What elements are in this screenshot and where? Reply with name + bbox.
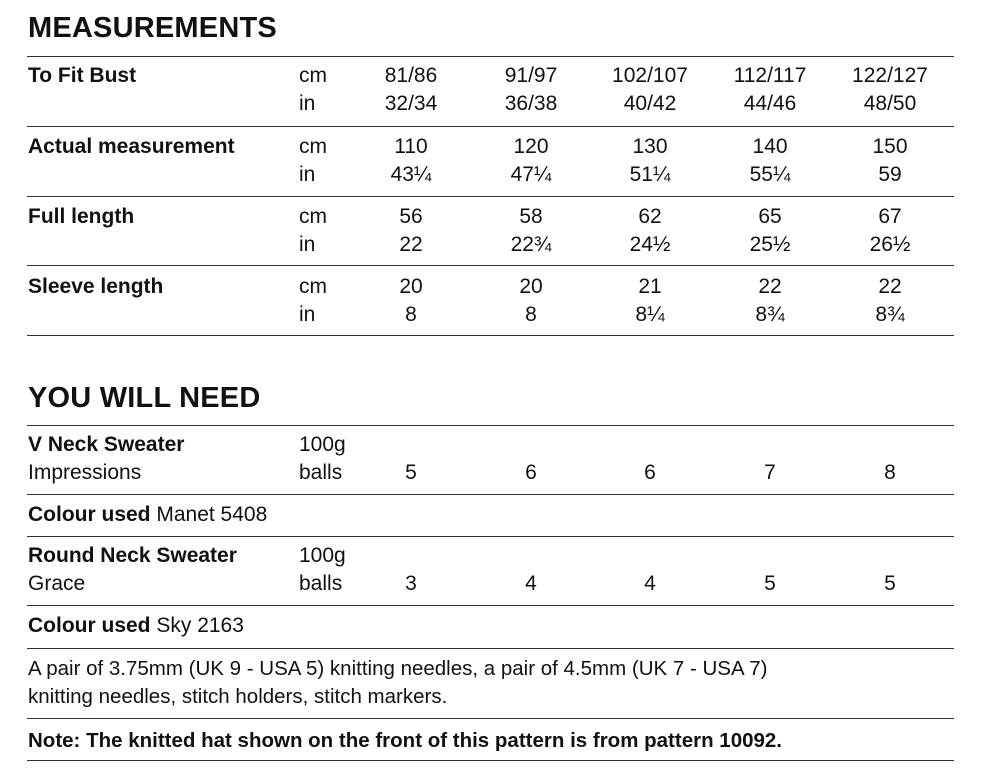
value-cell: 8 [405,303,417,326]
value-cell: 43¼ [390,163,432,186]
value-cell: 91/97 [504,64,558,87]
value-cell: 24½ [629,233,671,256]
divider [27,265,954,266]
divider [27,648,954,649]
divider [27,494,954,495]
you-will-need-title: YOU WILL NEED [28,382,261,414]
value-cell: 32/34 [384,92,438,115]
needles-line-1: A pair of 3.75mm (UK 9 - USA 5) knitting needles, a pair of 4.5mm (UK 7 - USA 7) [28,657,768,680]
value-cell: 65 [758,205,782,228]
value-cell: 110 [394,135,428,158]
divider [27,425,954,426]
balls-count: 5 [764,572,776,595]
divider [27,56,954,57]
divider [27,605,954,606]
value-cell: 21 [638,275,662,298]
unit-in: in [299,163,316,186]
value-cell: 22¾ [510,233,552,256]
value-cell: 47¼ [510,163,552,186]
balls-count: 7 [764,461,776,484]
needles-line-2: knitting needles, stitch holders, stitch markers. [28,685,448,708]
balls-count: 4 [525,572,537,595]
value-cell: 112/117 [733,64,807,87]
colour-used-line [28,612,244,640]
item-weight: 100g [299,544,346,567]
colour-used-line [28,501,267,529]
item-unit: balls [299,572,343,595]
divider [27,760,954,761]
value-cell: 20 [399,275,423,298]
row-label-to-fit-bust: To Fit Bust [28,64,137,87]
value-cell: 130 [632,135,668,158]
value-cell: 120 [513,135,549,158]
colour-used-label: Colour used [28,503,151,526]
value-cell: 150 [872,135,908,158]
divider [27,718,954,719]
balls-count: 5 [884,572,896,595]
value-cell: 102/107 [612,64,688,87]
item-weight: 100g [299,433,346,456]
value-cell: 8 [525,303,537,326]
balls-count: 3 [405,572,417,595]
value-cell: 8¾ [755,303,785,326]
value-cell: 58 [519,205,543,228]
value-cell: 22 [878,275,902,298]
value-cell: 140 [752,135,788,158]
divider [27,536,954,537]
item-yarn: Grace [28,572,86,595]
value-cell: 81/86 [384,64,438,87]
balls-count: 6 [525,461,537,484]
unit-cm: cm [299,135,327,158]
value-cell: 56 [399,205,423,228]
value-cell: 25½ [749,233,791,256]
value-cell: 51¼ [629,163,671,186]
value-cell: 8¾ [875,303,905,326]
balls-count: 6 [644,461,656,484]
value-cell: 55¼ [749,163,791,186]
divider [27,126,954,127]
colour-used-label: Colour used [28,614,151,637]
divider [27,335,954,336]
value-cell: 44/46 [743,92,797,115]
value-cell: 20 [519,275,543,298]
colour-used-value: Manet 5408 [150,503,268,526]
pattern-note: Note: The knitted hat shown on the front of this pattern is from pattern 10092. [28,729,782,752]
value-cell: 22 [399,233,423,256]
value-cell: 8¼ [635,303,665,326]
balls-count: 8 [884,461,896,484]
unit-cm: cm [299,64,327,87]
colour-used-value: Sky 2163 [150,614,244,637]
value-cell: 22 [758,275,782,298]
item-name: V Neck Sweater [28,433,185,456]
item-name: Round Neck Sweater [28,544,237,567]
divider [27,196,954,197]
item-unit: balls [299,461,343,484]
balls-count: 5 [405,461,417,484]
unit-cm: cm [299,205,327,228]
value-cell: 59 [878,163,902,186]
unit-in: in [299,303,316,326]
value-cell: 62 [638,205,662,228]
value-cell: 36/38 [504,92,558,115]
balls-count: 4 [644,572,656,595]
unit-cm: cm [299,275,327,298]
value-cell: 67 [878,205,902,228]
measurements-title: MEASUREMENTS [28,12,277,44]
unit-in: in [299,92,316,115]
item-yarn: Impressions [28,461,142,484]
value-cell: 48/50 [863,92,917,115]
row-label-sleeve-length: Sleeve length [28,275,164,298]
value-cell: 26½ [869,233,911,256]
value-cell: 122/127 [852,64,928,87]
unit-in: in [299,233,316,256]
row-label-full-length: Full length [28,205,135,228]
row-label-actual-measurement: Actual measurement [28,135,235,158]
value-cell: 40/42 [623,92,677,115]
